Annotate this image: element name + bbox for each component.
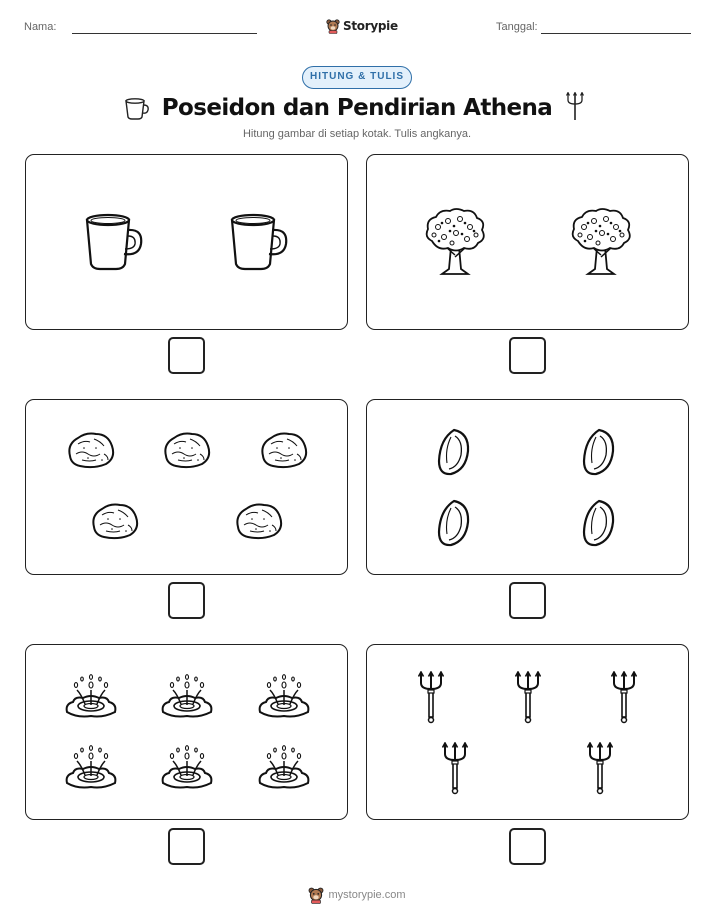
- name-field[interactable]: [72, 33, 257, 34]
- trident-icon: [515, 671, 541, 725]
- worksheet-header: [0, 18, 714, 38]
- olive-icon: [435, 498, 473, 548]
- answer-box-springs[interactable]: [168, 828, 205, 865]
- bear-mascot-icon: [326, 18, 340, 34]
- bear-mascot-icon: [308, 886, 324, 904]
- footer: [0, 884, 714, 906]
- footer-url[interactable]: mystorypie.com: [328, 889, 406, 901]
- cup-icon: [228, 212, 292, 274]
- trident-icon: [611, 671, 637, 725]
- olive-icon: [580, 498, 618, 548]
- date-field[interactable]: [541, 33, 691, 34]
- brand-logo: [326, 18, 398, 34]
- rock-icon: [90, 501, 140, 541]
- olive-icon: [580, 427, 618, 477]
- instructions: Hitung gambar di setiap kotak. Tulis angkanya.: [242, 128, 472, 140]
- olive-icon: [435, 427, 473, 477]
- spring-icon: [256, 672, 312, 720]
- rock-icon: [66, 430, 116, 470]
- page-title: Poseidon dan Pendirian Athena: [161, 95, 553, 121]
- olive-tree-icon: [422, 207, 488, 277]
- trident-icon: [587, 742, 613, 796]
- trident-icon: [442, 742, 468, 796]
- answer-box-cups[interactable]: [168, 337, 205, 374]
- count-card-trees: [366, 154, 689, 330]
- rock-icon: [162, 430, 212, 470]
- answer-box-olives[interactable]: [509, 582, 546, 619]
- spring-icon: [63, 672, 119, 720]
- spring-icon: [159, 672, 215, 720]
- count-card-olives: [366, 399, 689, 575]
- rock-icon: [234, 501, 284, 541]
- brand-name: Storypie: [343, 19, 398, 33]
- trident-icon: [566, 92, 584, 127]
- activity-badge: HITUNG & TULIS: [302, 66, 412, 89]
- count-card-springs: [25, 644, 348, 820]
- trident-icon: [418, 671, 444, 725]
- count-card-cups: [25, 154, 348, 330]
- spring-icon: [159, 743, 215, 791]
- count-card-rocks: [25, 399, 348, 575]
- rock-icon: [259, 430, 309, 470]
- cup-icon: [83, 212, 147, 274]
- answer-box-rocks[interactable]: [168, 582, 205, 619]
- answer-box-tridents[interactable]: [509, 828, 546, 865]
- spring-icon: [256, 743, 312, 791]
- name-label: Nama:: [24, 21, 57, 33]
- count-card-tridents: [366, 644, 689, 820]
- spring-icon: [63, 743, 119, 791]
- date-label: Tanggal:: [496, 21, 538, 33]
- answer-box-trees[interactable]: [509, 337, 546, 374]
- olive-tree-icon: [568, 207, 634, 277]
- title-row: [0, 92, 714, 124]
